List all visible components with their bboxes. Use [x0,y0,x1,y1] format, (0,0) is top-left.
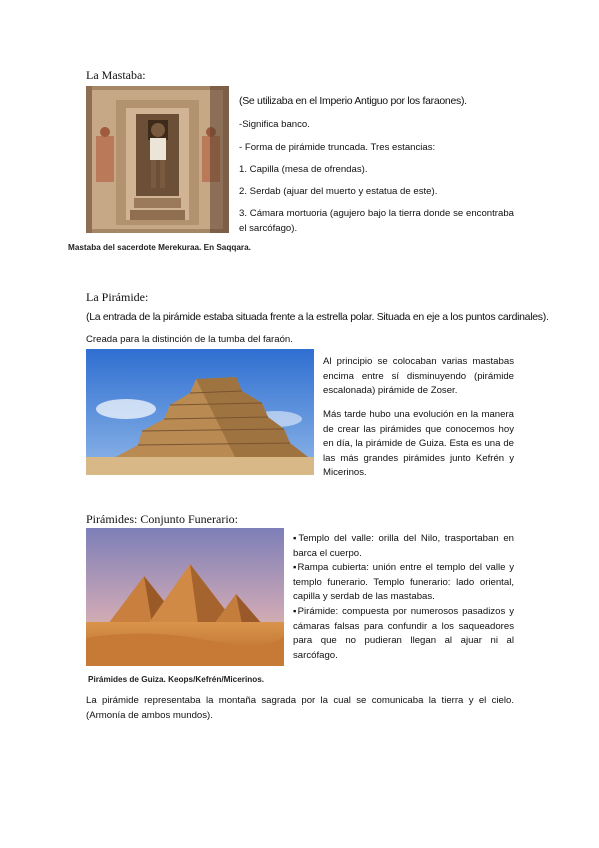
piramide-heading: La Pirámide: [86,290,149,304]
piramide-paragraph-2: Más tarde hubo una evolución en la manera de crear las pirámides que conocemos hoy en día, la pirámide de Guiza. Esta es una de las más grandes pirámides junto Kefrén y Micerinos. [323,409,514,478]
bullet-rampa-cubierta [293,561,514,605]
bullet-text: Rampa cubierta: unión entre el templo del valle y templo funerario. Templo funerario: lado oriental, capilla y serdab de las mastabas. [293,562,514,602]
mastaba-line-1: -Significa banco. [239,119,310,130]
piramide-note: (La entrada de la pirámide estaba situada frente a la estrella polar. Situada en eje a los puntos cardinales). [86,311,549,323]
piramide-paragraph-1: Al principio se colocaban varias mastabas encima entre sí disminuyendo (pirámide escalonada) pirámide de Zoser. [323,356,514,396]
mastaba-heading: La Mastaba: [86,68,146,82]
mastaba-line-3: 1. Capilla (mesa de ofrendas). [239,164,368,175]
bullet-text: Pirámide: compuesta por numerosos pasadizos y cámaras falsas para confundir a los saqueadores para que no pudieran llegan al ajuar ni al sarcófago. [293,606,514,661]
bullet-templo-valle [293,532,514,561]
bullet-text: Templo del valle: orilla del Nilo, trasportaban en barca el cuerpo. [293,533,514,559]
bullet-marker: ▪ [293,606,298,617]
giza-pyramids-image [86,528,284,666]
mastaba-image [86,86,229,233]
giza-caption: Pirámides de Guiza. Keops/Kefrén/Micerinos. [88,675,265,684]
mastaba-line-4: 2. Serdab (ajuar del muerto y estatua de este). [239,186,438,197]
closing-paragraph: La pirámide representaba la montaña sagrada por la cual se comunicaba la tierra y el cielo. (Armonía de ambos mundos). [86,695,514,721]
bullet-piramide [293,605,514,663]
bullet-marker: ▪ [293,562,298,573]
mastaba-line-5: 3. Cámara mortuoria (agujero bajo la tierra donde se encontraba el sarcófago). [239,208,514,234]
zoser-pyramid-image [86,349,314,475]
mastaba-line-2: - Forma de pirámide truncada. Tres estancias: [239,142,436,153]
piramide-intro: Creada para la distinción de la tumba del faraón. [86,334,293,345]
conjunto-heading: Pirámides: Conjunto Funerario: [86,512,238,526]
mastaba-note: (Se utilizaba en el Imperio Antiguo por los faraones). [239,95,467,107]
mastaba-caption: Mastaba del sacerdote Merekuraa. En Saqqara. [68,243,251,252]
bullet-marker: ▪ [293,533,299,544]
